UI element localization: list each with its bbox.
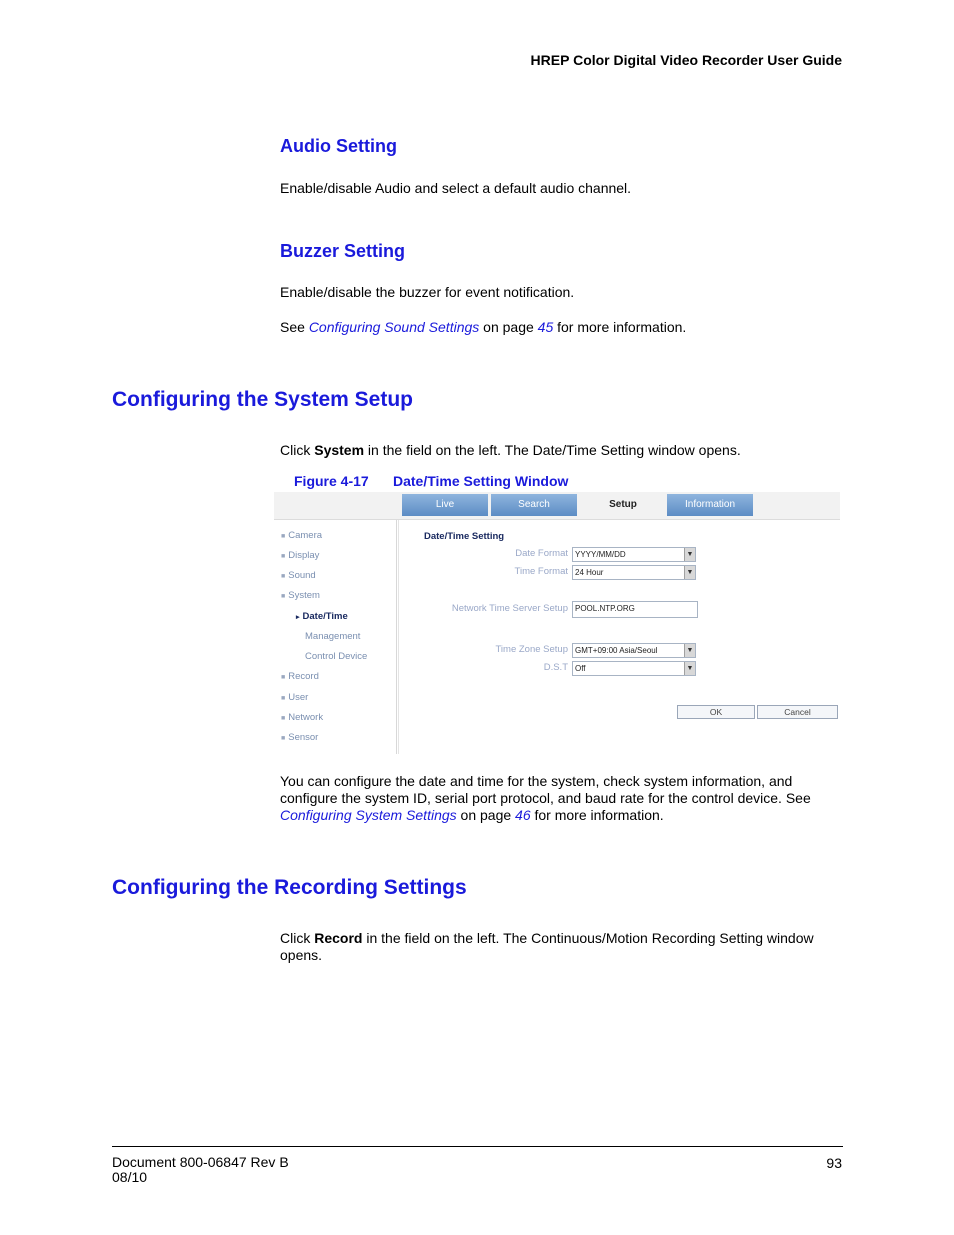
time-zone-value: GMT+09:00 Asia/Seoul <box>575 646 658 655</box>
system-desc-mid: on page <box>456 807 516 823</box>
click-suffix: in the field on the left. The Continuous/Motion Recording Setting window opens. <box>280 930 814 963</box>
buzzer-setting-text: Enable/disable the buzzer for event notification. <box>280 284 575 300</box>
datetime-setting-window <box>274 492 840 754</box>
menu-display[interactable]: ■ Display <box>281 550 320 561</box>
click-suffix: in the field on the left. The Date/Time Setting window opens. <box>364 442 741 458</box>
tab-information[interactable]: Information <box>667 494 753 516</box>
menu-management[interactable] <box>305 631 360 642</box>
sound-settings-link[interactable]: Configuring Sound Settings <box>308 319 480 335</box>
see-suffix: for more information. <box>553 319 687 335</box>
menu-camera[interactable]: ■ Camera <box>281 530 323 541</box>
footer-date: 08/10 <box>112 1169 148 1185</box>
menu-label: Record <box>288 671 319 682</box>
running-header: HREP Color Digital Video Recorder User Guide <box>530 52 842 68</box>
system-settings-link[interactable]: Configuring System Settings <box>280 807 457 823</box>
menu-sensor[interactable]: ■ Sensor <box>281 732 319 743</box>
menu-label: Date/Time <box>302 611 348 622</box>
dst-select[interactable] <box>572 661 696 676</box>
system-click-instruction <box>280 442 840 459</box>
see-mid: on page <box>479 319 538 335</box>
dst-value: Off <box>575 664 586 673</box>
menu-record[interactable]: ■ Record <box>281 671 319 682</box>
time-format-select[interactable] <box>572 565 696 580</box>
time-zone-label: Time Zone Setup <box>495 644 568 655</box>
time-format-value: 24 Hour <box>575 568 604 577</box>
footer-rule <box>112 1146 843 1147</box>
page-45-link[interactable]: 45 <box>537 319 554 335</box>
menu-label: Display <box>288 550 320 561</box>
audio-setting-text: Enable/disable Audio and select a default audio channel. <box>280 180 632 196</box>
menu-label: User <box>288 692 309 703</box>
menu-divider <box>398 520 399 754</box>
date-format-select[interactable] <box>572 547 696 562</box>
setup-menu <box>274 520 397 754</box>
menu-label: Control Device <box>305 651 368 662</box>
tab-setup[interactable]: Setup <box>580 494 666 516</box>
dropdown-arrow-icon: ▼ <box>684 662 695 675</box>
menu-label: Network <box>288 712 324 723</box>
buzzer-see-also <box>280 319 840 336</box>
ntp-label: Network Time Server Setup <box>451 603 568 614</box>
ntp-input[interactable]: POOL.NTP.ORG <box>572 601 698 618</box>
figure-title: Date/Time Setting Window <box>393 473 569 489</box>
buzzer-setting-heading: Buzzer Setting <box>280 241 406 261</box>
menu-system[interactable]: ■ System <box>281 590 320 601</box>
system-description <box>280 773 840 824</box>
footer-doc-number: Document 800-06847 Rev B <box>112 1154 289 1170</box>
menu-label: Sensor <box>288 732 319 743</box>
date-format-label: Date Format <box>515 548 568 559</box>
dropdown-arrow-icon: ▼ <box>684 644 695 657</box>
tab-live[interactable]: Live <box>402 494 488 516</box>
menu-label: System <box>288 590 320 601</box>
figure-number: Figure 4-17 <box>294 473 369 489</box>
recording-settings-heading: Configuring the Recording Settings <box>112 876 467 899</box>
menu-label: Sound <box>288 570 316 581</box>
audio-setting-heading: Audio Setting <box>280 136 397 156</box>
see-prefix: See <box>280 319 309 335</box>
dst-label: D.S.T <box>543 662 568 673</box>
ok-button[interactable]: OK <box>677 705 755 719</box>
menu-date-time[interactable]: ▸ Date/Time <box>296 611 348 622</box>
datetime-section-title: Date/Time Setting <box>424 531 505 542</box>
dropdown-arrow-icon: ▼ <box>684 566 695 579</box>
page-number: 93 <box>826 1155 842 1171</box>
menu-label: Management <box>305 631 361 642</box>
record-bold: Record <box>314 930 363 946</box>
menu-network[interactable]: ■ Network <box>281 712 324 723</box>
tab-bar <box>274 492 840 520</box>
system-desc-text: You can configure the date and time for the system, check system information, and configure the system ID, serial port protocol, and baud rate for the control device. See <box>280 773 811 806</box>
system-setup-heading: Configuring the System Setup <box>112 388 414 411</box>
footer-doc-info <box>112 1155 289 1185</box>
menu-user[interactable]: ■ User <box>281 692 309 703</box>
time-zone-select[interactable] <box>572 643 696 658</box>
date-format-value: YYYY/MM/DD <box>575 550 626 559</box>
menu-control-device[interactable] <box>305 651 367 662</box>
menu-label: Camera <box>288 530 323 541</box>
time-format-label: Time Format <box>514 566 568 577</box>
click-prefix: Click <box>280 442 315 458</box>
system-bold: System <box>314 442 365 458</box>
cancel-button[interactable]: Cancel <box>757 705 838 719</box>
click-prefix: Click <box>280 930 315 946</box>
tab-search[interactable]: Search <box>491 494 577 516</box>
menu-sound[interactable]: ■ Sound <box>281 570 316 581</box>
system-desc-suffix: for more information. <box>530 807 664 823</box>
recording-click-instruction <box>280 930 840 964</box>
dropdown-arrow-icon: ▼ <box>684 548 695 561</box>
page-46-link[interactable]: 46 <box>515 807 531 823</box>
